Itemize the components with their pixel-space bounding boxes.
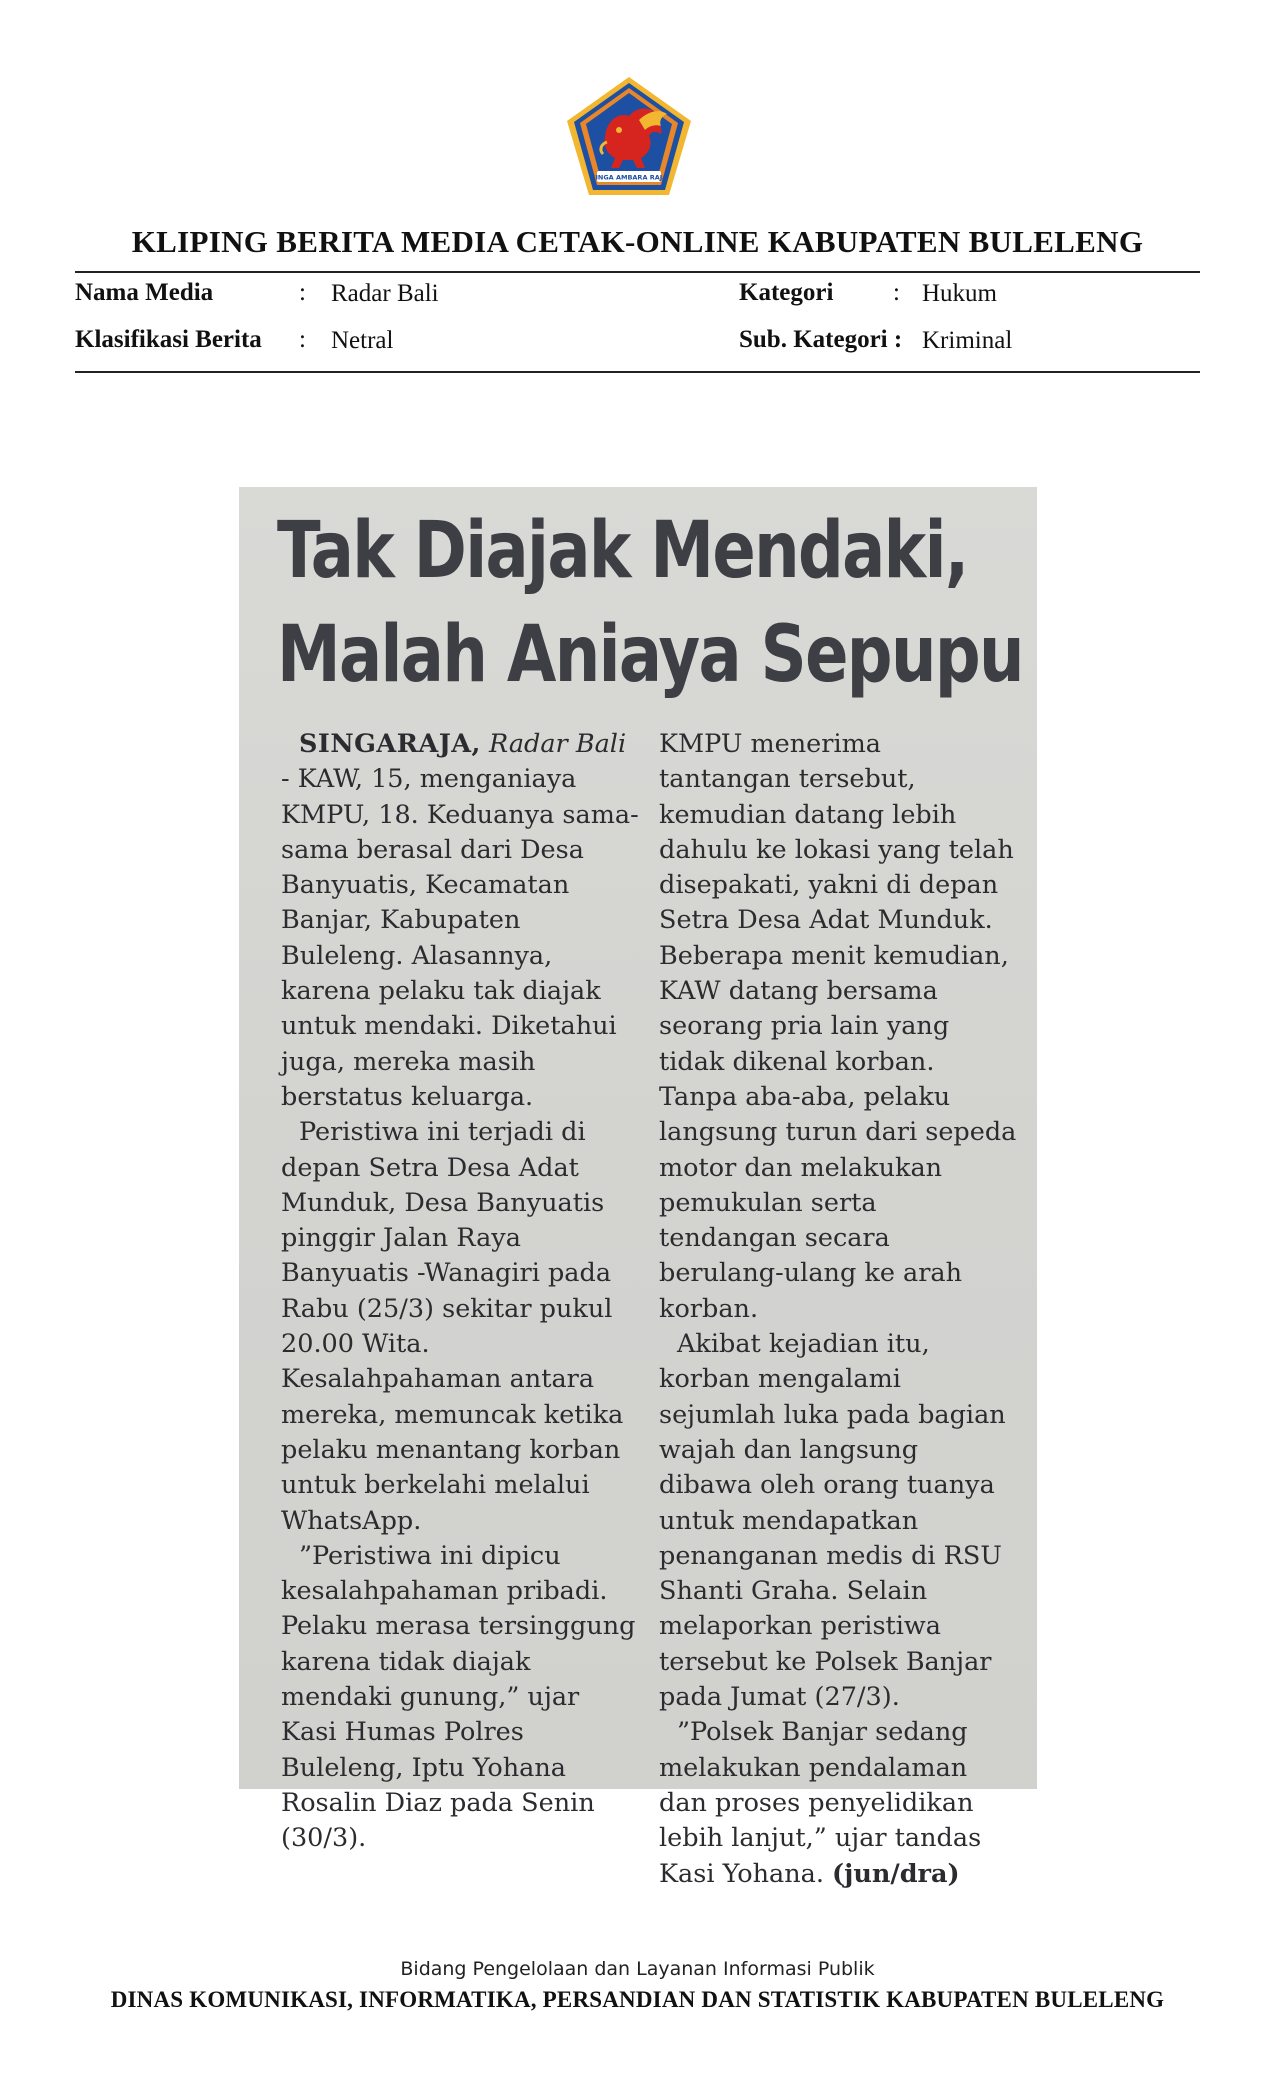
category-value: Hukum [922,280,997,307]
media-name-colon: : [299,279,306,306]
header-divider-bottom [75,371,1200,373]
footer-division: Bidang Pengelolaan dan Layanan Informasi Publik [400,1958,875,1980]
classification-label: Klasifikasi Berita [75,326,262,353]
headline-line-1: Tak Diajak Mendaki, [277,506,968,596]
author-signature: (jun/dra) [832,1858,960,1889]
news-clipping [239,487,1037,1889]
paragraph-5: Akibat kejadian itu, korban mengalami sejumlah luka pada bagian wajah dan langsung dibawa oleh orang tuanya untuk mendapatkan penanganan medis di RSU Shanti Graha. Selain melaporkan peristiwa tersebut ke Polsek Banjar pada Jumat (27/3). [659,1329,1006,1713]
classification-value: Netral [331,327,394,354]
footer-department: DINAS KOMUNIKASI, INFORMATIKA, PERSANDIAN DAN STATISTIK KABUPATEN BULELENG [110,1987,1165,2012]
classification-row [75,326,262,354]
source-name: Radar Bali [489,729,627,759]
category-colon: : [893,279,900,306]
media-name-value: Radar Bali [331,280,439,307]
subcategory-value: Kriminal [922,327,1013,354]
media-name-label: Nama Media [75,279,214,306]
article-column-left [281,727,641,1857]
subcategory-row [739,326,902,354]
dateline: SINGARAJA, [299,729,481,759]
document-title: KLIPING BERITA MEDIA CETAK-ONLINE KABUPATEN BULELENG [131,224,1144,259]
singa-ambara-raja-logo-icon [563,74,695,198]
paragraph-1 [281,727,641,1115]
headline-line-2: Malah Aniaya Sepupu [277,610,1023,700]
paragraph-6 [659,1715,1019,1891]
logo-caption: SINGA AMBARA RAJA [590,173,668,182]
paragraph-1-text: - KAW, 15, menganiaya KMPU, 18. Keduanya sama-sama berasal dari Desa Banyuatis, Kecamatan Banjar, Kabupaten Buleleng. Alasannya, karena pelaku tak diajak untuk mendaki. Diketahui juga, mereka masih berstatus keluarga. [281,764,639,1112]
paragraph-4: KMPU menerima tantangan tersebut, kemudian datang lebih dahulu ke lokasi yang telah disepakati, yakni di depan Setra Desa Adat Munduk. Beberapa menit kemudian, KAW datang bersama seorang pria lain yang tidak dikenal korban. Tanpa aba-aba, pelaku langsung turun dari sepeda motor dan melakukan pemukulan serta tendangan secara berulang-ulang ke arah korban. [659,729,1017,1324]
category-row [739,279,833,307]
article-headline [277,499,1023,707]
paragraph-2: Peristiwa ini terjadi di depan Setra Desa Adat Munduk, Desa Banyuatis pinggir Jalan Raya Banyuatis -Wanagiri pada Rabu (25/3) sekitar pukul 20.00 Wita. Kesalahpahaman antara mereka, memuncak ketika pelaku menantang korban untuk berkelahi melalui WhatsApp. [281,1117,624,1536]
paragraph-6-text: ”Polsek Banjar sedang melakukan pendalaman dan proses penyelidikan lebih lanjut,” ujar tandas Kasi Yohana. [659,1717,982,1889]
paragraph-3: ”Peristiwa ini dipicu kesalahpahaman pribadi. Pelaku merasa tersinggung karena tidak diajak mendaki gunung,” ujar Kasi Humas Polres Buleleng, Iptu Yohana Rosalin Diaz pada Senin (30/3). [281,1540,636,1854]
media-name-row [75,279,213,307]
header-divider-top [75,271,1200,273]
classification-colon: : [299,326,306,353]
article-column-right [659,727,1019,1892]
subcategory-label: Sub. Kategori : [739,326,903,353]
category-label: Kategori [739,279,834,306]
